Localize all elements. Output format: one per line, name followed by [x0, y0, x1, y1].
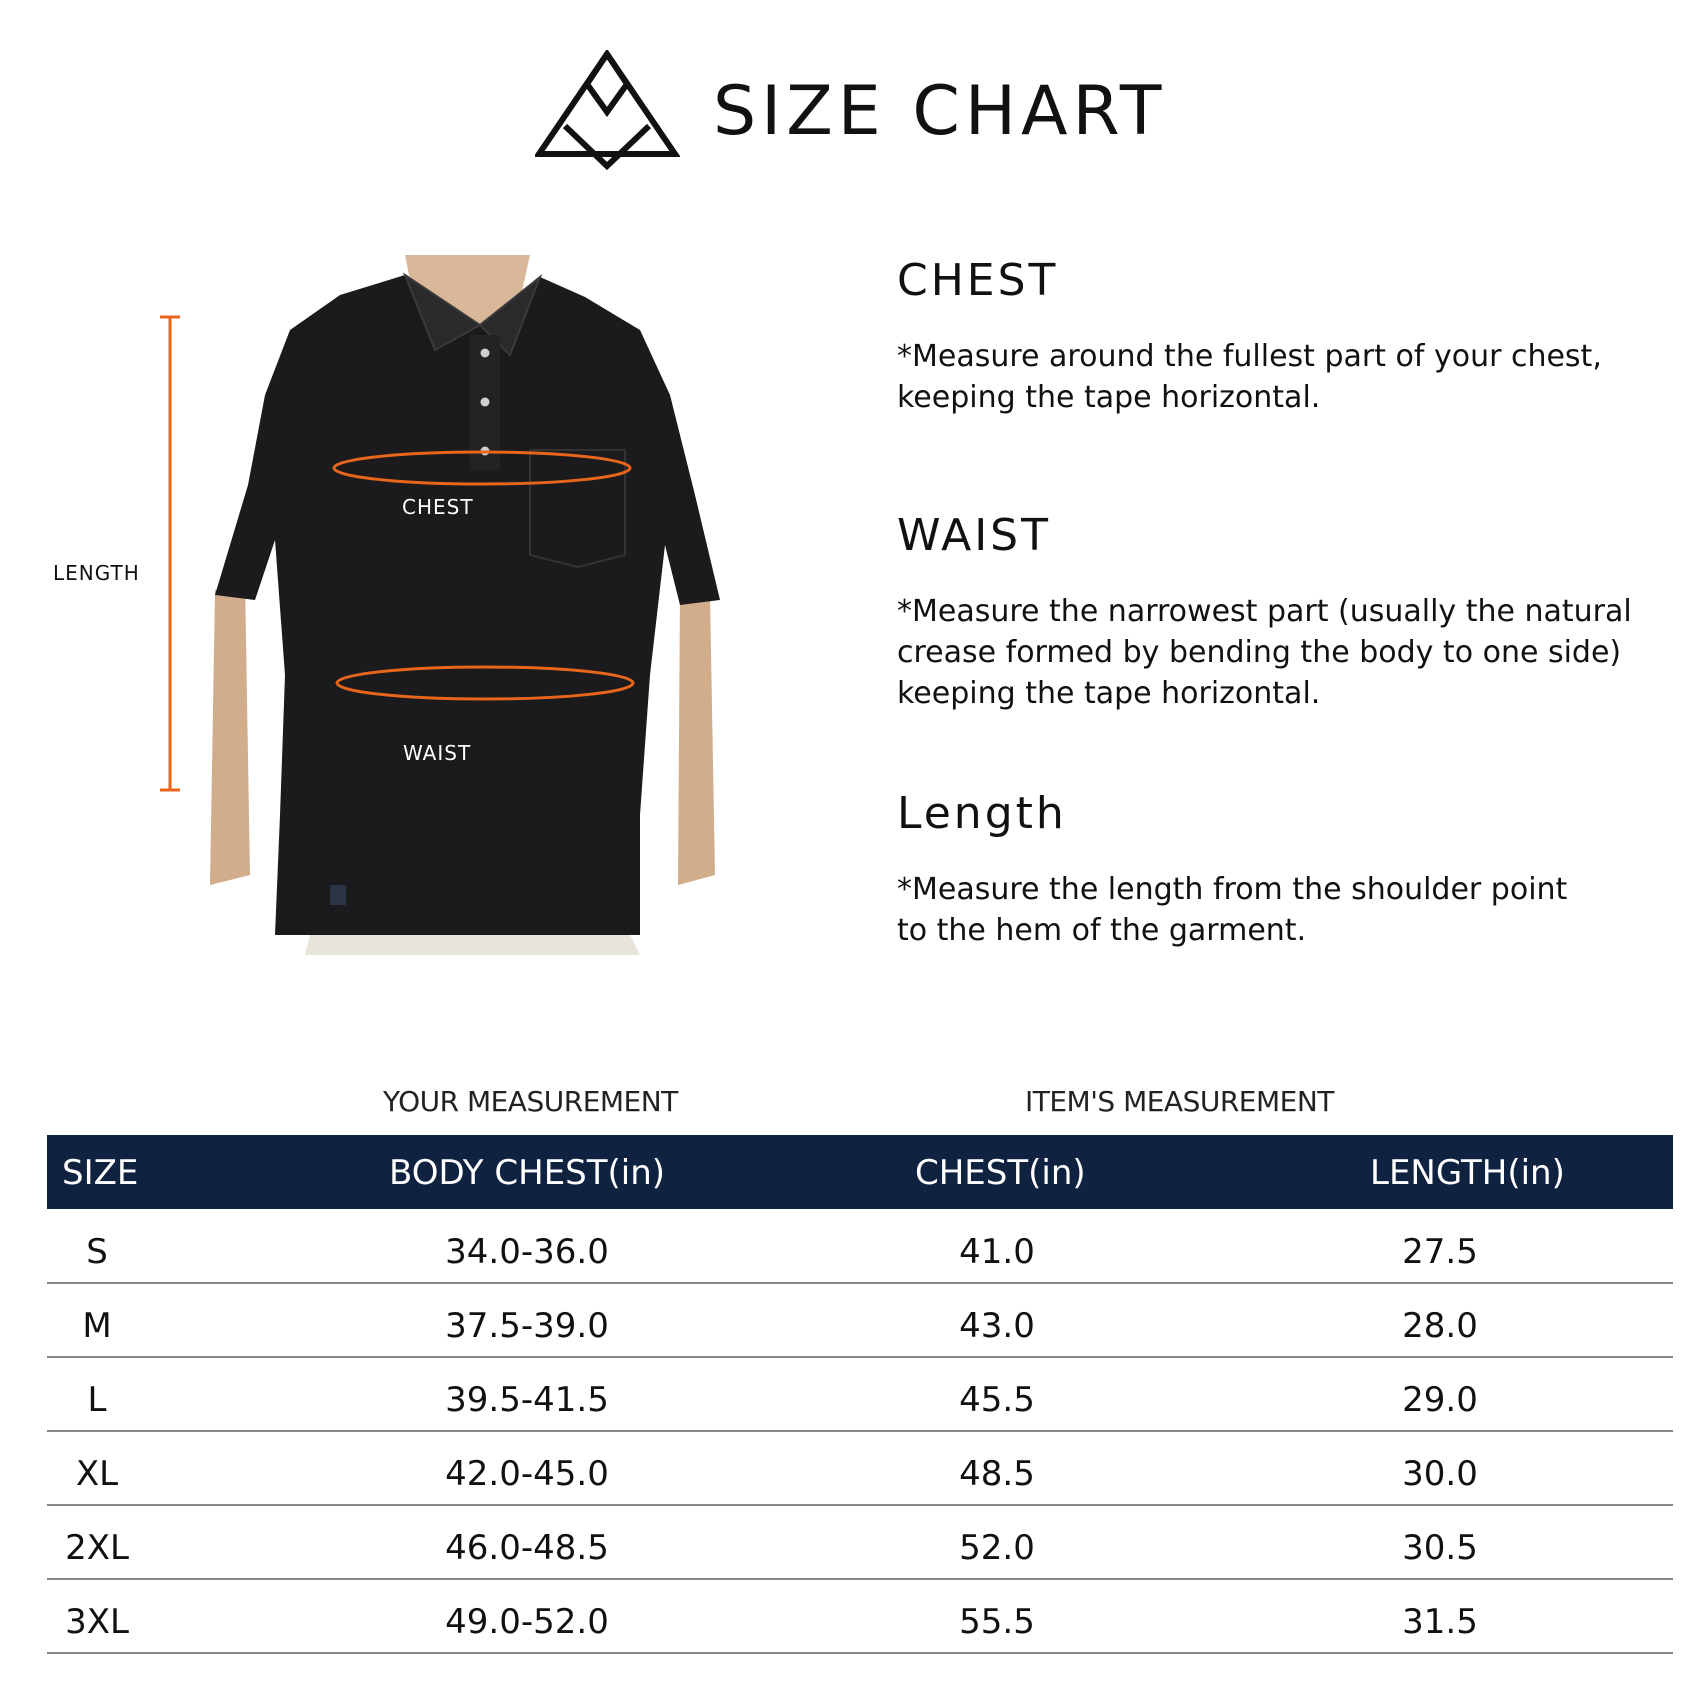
- body-chest-cell: 39.5-41.5: [445, 1380, 609, 1420]
- length-instructions: [897, 788, 1657, 951]
- length-cell: 29.0: [1402, 1380, 1478, 1420]
- page-title: SIZE CHART: [713, 72, 1167, 151]
- size-cell: 3XL: [65, 1602, 129, 1642]
- waist-description: *Measure the narrowest part (usually the natural crease formed by bending the body to one side) keeping the tape horizontal.: [897, 594, 1632, 711]
- polo-shirt-illustration: [40, 255, 740, 955]
- chest-label: CHEST: [402, 495, 474, 519]
- length-description: *Measure the length from the shoulder point to the hem of the garment.: [897, 872, 1568, 948]
- table-row: [47, 1358, 1673, 1432]
- mountain-triangle-logo-icon: [535, 50, 680, 170]
- measurement-figure: [40, 255, 740, 955]
- chest-cell: 43.0: [959, 1306, 1035, 1346]
- size-cell: 2XL: [65, 1528, 129, 1568]
- chest-cell: 45.5: [959, 1380, 1035, 1420]
- chest-cell: 41.0: [959, 1232, 1035, 1272]
- table-row: [47, 1210, 1673, 1284]
- length-heading: Length: [897, 788, 1067, 839]
- waist-label: WAIST: [403, 741, 472, 765]
- column-header-length: LENGTH(in): [1370, 1153, 1565, 1193]
- table-row: [47, 1432, 1673, 1506]
- column-header-body-chest: BODY CHEST(in): [389, 1153, 666, 1193]
- column-header-size: SIZE: [62, 1153, 139, 1193]
- table-row: [47, 1580, 1673, 1654]
- body-chest-cell: 49.0-52.0: [445, 1602, 609, 1642]
- size-cell: S: [86, 1232, 108, 1272]
- body-chest-cell: 46.0-48.5: [445, 1528, 609, 1568]
- table-row: [47, 1284, 1673, 1358]
- waist-heading: WAIST: [897, 510, 1051, 561]
- size-cell: XL: [75, 1454, 119, 1494]
- length-label: LENGTH: [53, 561, 140, 585]
- your-measurement-label: YOUR MEASUREMENT: [383, 1085, 678, 1118]
- size-cell: M: [82, 1306, 112, 1346]
- length-cell: 31.5: [1402, 1602, 1478, 1642]
- body-chest-cell: 37.5-39.0: [445, 1306, 609, 1346]
- header: [535, 50, 1167, 170]
- waist-instructions: [897, 510, 1657, 714]
- length-cell: 30.5: [1402, 1528, 1478, 1568]
- item-measurement-label: ITEM'S MEASUREMENT: [1025, 1085, 1334, 1118]
- chest-cell: 48.5: [959, 1454, 1035, 1494]
- body-chest-cell: 34.0-36.0: [445, 1232, 609, 1272]
- table-header: [47, 1135, 1673, 1209]
- chest-description: *Measure around the fullest part of your chest, keeping the tape horizontal.: [897, 339, 1602, 415]
- length-cell: 28.0: [1402, 1306, 1478, 1346]
- chest-instructions: [897, 255, 1657, 418]
- chest-heading: CHEST: [897, 255, 1059, 306]
- table-row: [47, 1506, 1673, 1580]
- length-cell: 27.5: [1402, 1232, 1478, 1272]
- body-chest-cell: 42.0-45.0: [445, 1454, 609, 1494]
- column-header-chest: CHEST(in): [915, 1153, 1086, 1193]
- chest-cell: 55.5: [959, 1602, 1035, 1642]
- chest-cell: 52.0: [959, 1528, 1035, 1568]
- size-cell: L: [87, 1380, 107, 1420]
- length-cell: 30.0: [1402, 1454, 1478, 1494]
